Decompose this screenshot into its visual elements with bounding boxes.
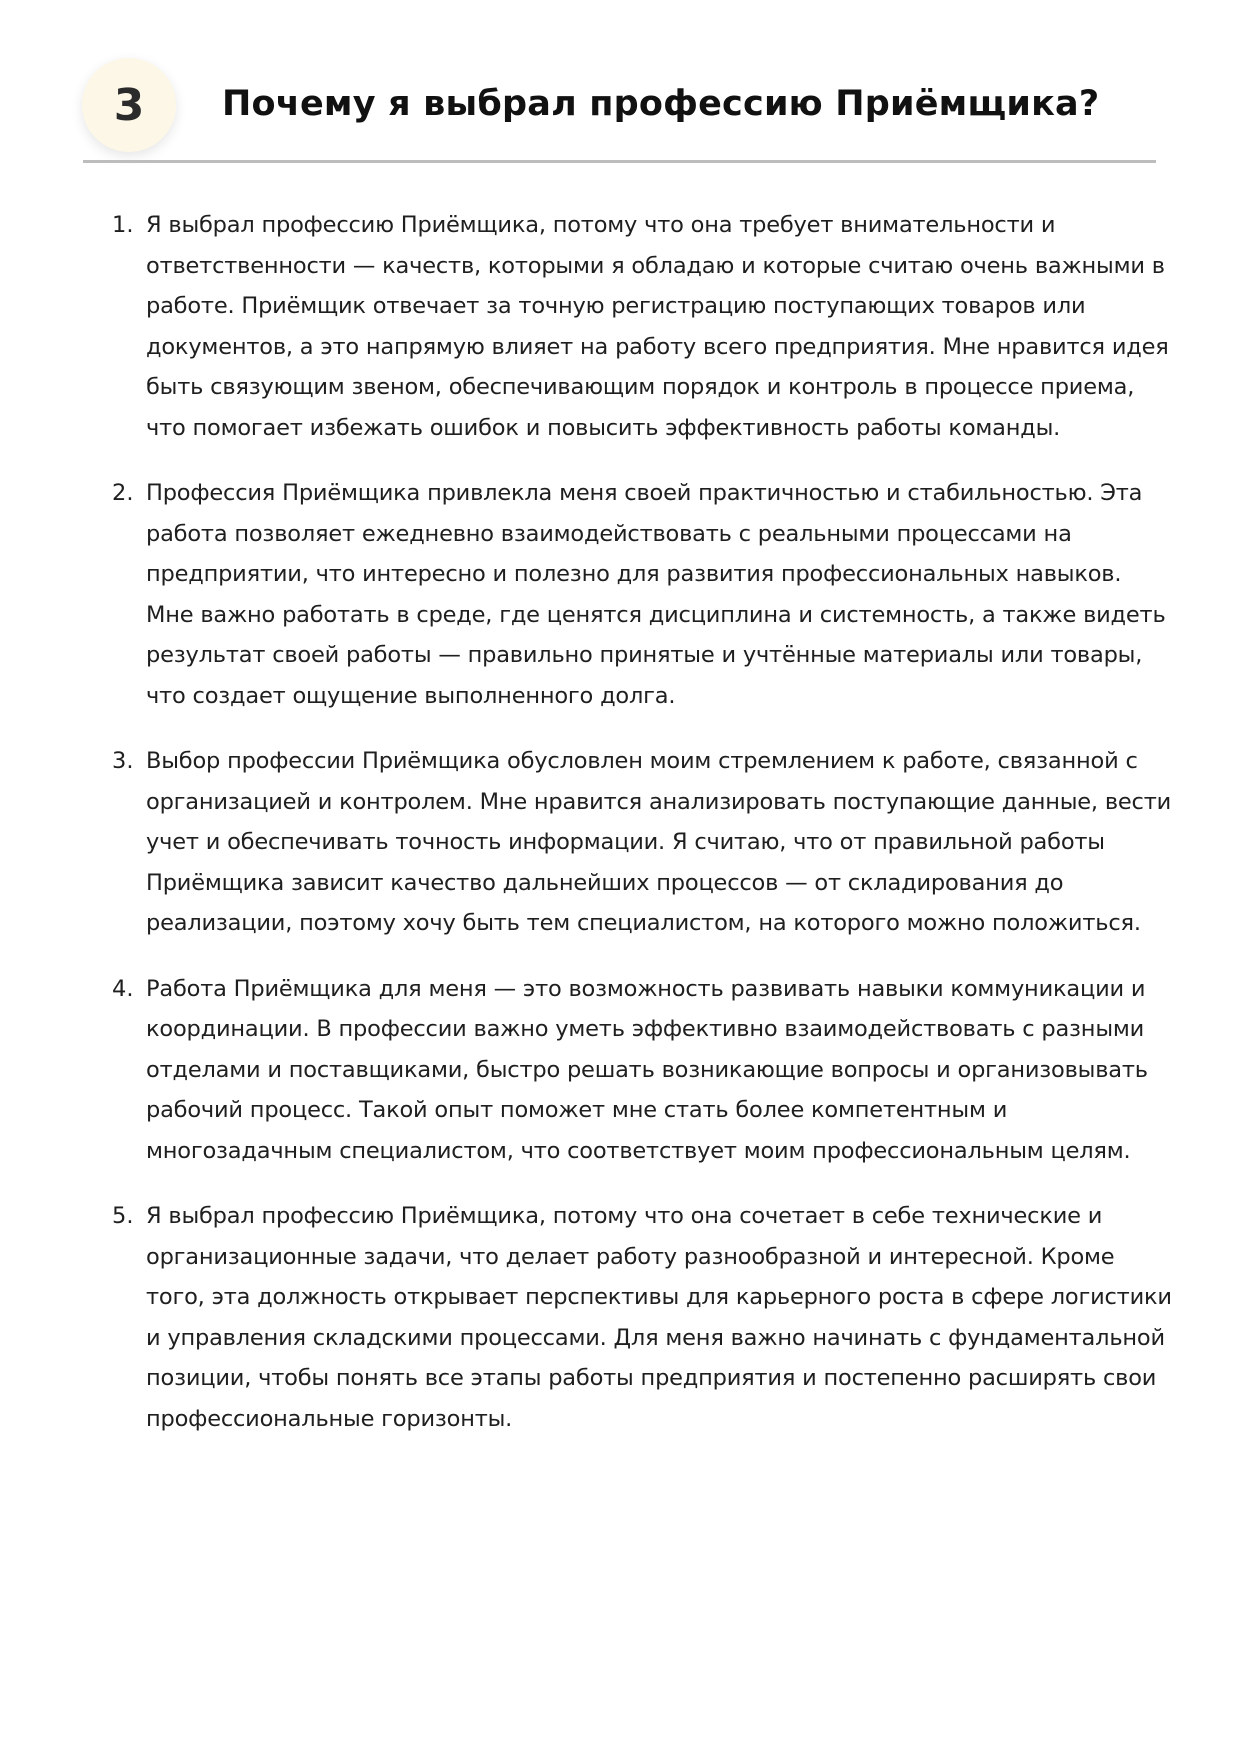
section-title: Почему я выбрал профессию Приёмщика?: [222, 84, 1100, 124]
reasons-list: [112, 205, 1172, 1464]
list-item: [112, 205, 1172, 448]
list-item: [112, 969, 1172, 1172]
list-marker: 2.: [112, 480, 134, 506]
list-item: [112, 473, 1172, 716]
list-item: [112, 741, 1172, 944]
list-item-text: Работа Приёмщика для меня — это возможность развивать навыки коммуникации и координации. В профессии важно уметь эффективно взаимодействовать с разными отделами и поставщиками, быстро решать возникающие вопросы и организовывать рабочий процесс. Такой опыт поможет мне стать более компетентным и многозадачным специалистом, что соответствует моим профессиональным целям.: [146, 975, 1148, 1164]
list-item-text: Выбор профессии Приёмщика обусловлен моим стремлением к работе, связанной с организацией и контролем. Мне нравится анализировать поступающие данные, вести учет и обеспечивать точность информации. Я считаю, что от правильной работы Приёмщика зависит качество дальнейших процессов — от складирования до реализации, поэтому хочу быть тем специалистом, на которого можно положиться.: [146, 748, 1172, 936]
list-item-text: Профессия Приёмщика привлекла меня своей практичностью и стабильностью. Эта работа позволяет ежедневно взаимодействовать с реальными процессами на предприятии, что интересно и полезно для развития профессиональных навыков. Мне важно работать в среде, где ценятся дисциплина и системность, а также видеть результат своей работы — правильно принятые и учтённые материалы или товары, что создает ощущение выполненного долга.: [146, 480, 1166, 709]
list-item-text: Я выбрал профессию Приёмщика, потому что она требует внимательности и ответственности — качеств, которыми я обладаю и которые считаю очень важными в работе. Приёмщик отвечает за точную регистрацию поступающих товаров или документов, а это напрямую влияет на работу всего предприятия. Мне нравится идея быть связующим звеном, обеспечивающим порядок и контроль в процессе приема, что помогает избежать ошибок и повысить эффективность работы команды.: [146, 212, 1169, 441]
list-item: [112, 1196, 1172, 1439]
title-divider: [83, 160, 1156, 163]
list-marker: 5.: [112, 1203, 134, 1229]
list-item-text: Я выбрал профессию Приёмщика, потому что она сочетает в себе технические и организационные задачи, что делает работу разнообразной и интересной. Кроме того, эта должность открывает перспективы для карьерного роста в сфере логистики и управления складскими процессами. Для меня важно начинать с фундаментальной позиции, чтобы понять все этапы работы предприятия и постепенно расширять свои профессиональные горизонты.: [146, 1203, 1172, 1432]
list-marker: 4.: [112, 975, 134, 1002]
list-marker: 3.: [112, 748, 134, 774]
section-number-badge: 3: [82, 58, 176, 152]
list-marker: 1.: [112, 212, 134, 238]
